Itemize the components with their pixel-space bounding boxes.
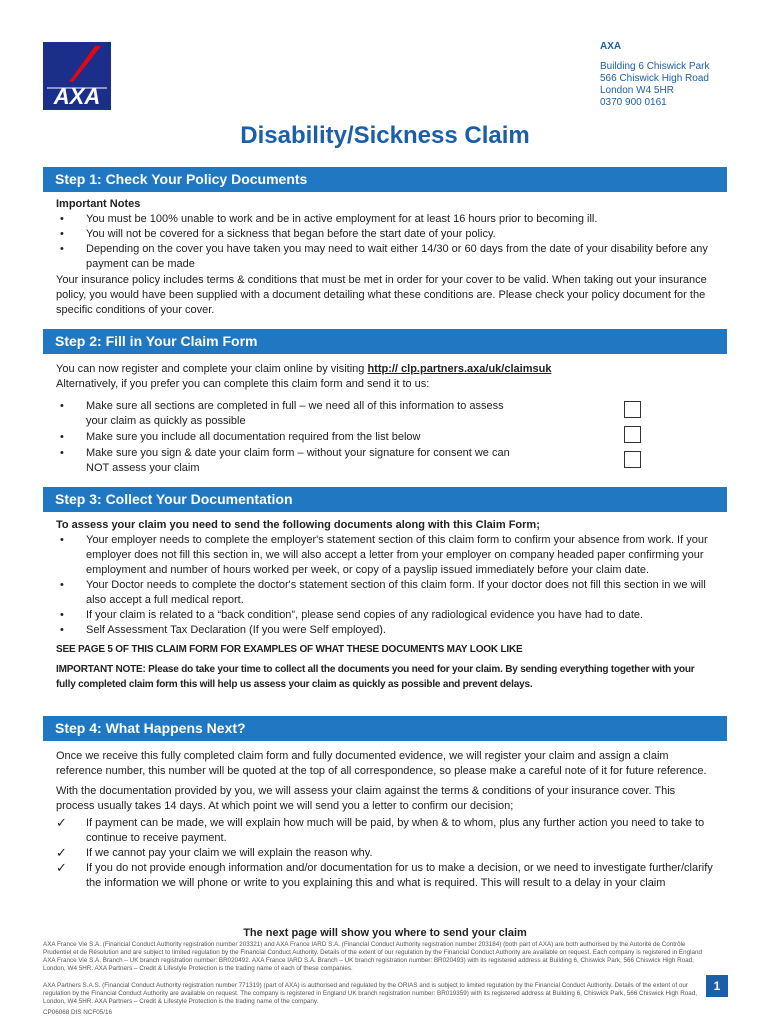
step4-paragraph: Once we receive this fully completed claim form and fully documented evidence, we will register your claim and assign a claim reference number, this number will be quoted at the top of all correspondence, so please make a careful note of it for future reference. <box>56 750 707 777</box>
phone-number: 0370 900 0161 <box>600 97 667 108</box>
important-note: IMPORTANT NOTE: Please do take your time to collect all the documents you need for your claim. By sending everything together with your fully completed claim form this will help us assess your claim as quickly as possible and prevent delays. <box>56 664 695 690</box>
step3-heading: Step 3: Collect Your Documentation <box>43 487 727 512</box>
important-notes-title: Important Notes <box>56 198 141 210</box>
check-item: ✓ If you do not provide enough information and/or documentation for us to make a decision, or we need to investigate further/clarify the information we will phone or write to you explaining this and what is required. This will result to a delay in your claim <box>56 861 716 891</box>
step2-intro <box>56 362 716 392</box>
decision-check-list <box>56 816 716 891</box>
address-line: London W4 5HR <box>600 85 674 96</box>
step4-paragraph: With the documentation provided by you, we will assess your claim against the terms & conditions of your insurance cover. This process usually takes 14 days. At which point we will send you a letter to confirm our decision; <box>56 785 676 812</box>
step3-bullet-list <box>56 533 716 638</box>
see-page-note: SEE PAGE 5 OF THIS CLAIM FORM FOR EXAMPLES OF WHAT THESE DOCUMENTS MAY LOOK LIKE <box>56 644 523 655</box>
address-line: 566 Chiswick High Road <box>600 73 709 84</box>
step1-paragraph: Your insurance policy includes terms & conditions that must be met in order for your cover to be valid. When taking out your insurance policy, you would have been supplied with a document detailing what these conditions are. Please check your policy document for the specific conditions of your cover. <box>56 274 707 316</box>
address-line: Building 6 Chiswick Park <box>600 61 710 72</box>
axa-logo <box>43 42 111 110</box>
list-item: • Make sure you include all documentation required from the list below <box>56 430 526 445</box>
alternative-intro-text: Alternatively, if you prefer you can complete this claim form and send it to us: <box>56 378 430 390</box>
page-number: 1 <box>706 975 728 997</box>
logo-text: AXA <box>53 84 101 109</box>
check-item: ✓ If payment can be made, we will explain how much will be paid, by when & to whom, plus any further action you need to take to continue to receive payment. <box>56 816 716 846</box>
step4-heading: Step 4: What Happens Next? <box>43 716 727 741</box>
step1-heading: Step 1: Check Your Policy Documents <box>43 167 727 192</box>
footer-legal-text: AXA France Vie S.A. (Financial Conduct Authority registration number 203321) and AXA France IARD S.A. (Financial Conduct Authority registration number 203184) (both part of AXA) are both authorised by the Autorité de Contrôle Prudentiel et de Résolution and are subject to limited regulation by the Financial Conduct Authority. Details of the extent of our regulation by the Financial Conduct Authority are available on request. Each company is registered in England AXA France Vie S.A. Branch – UK branch registration number: BR020492. AXA France IARD S.A. Branch – UK branch registration number: BR020493) with its registered address at Building 6, Chiswick Park, 566 Chiswick High Road, London, W4 5HR. AXA Partners – Credit & Lifestyle Protection is the trading name of each of these companies. <box>43 941 702 972</box>
next-page-notice: The next page will show you where to send your claim <box>243 927 527 939</box>
checkbox-documents-included[interactable] <box>624 426 641 443</box>
page-title: Disability/Sickness Claim <box>240 122 530 149</box>
company-address <box>600 41 710 109</box>
list-item: • You will not be covered for a sickness that began before the start date of your policy. <box>56 227 716 242</box>
list-item: • Depending on the cover you have taken you may need to wait either 14/30 or 60 days from the date of your disability before any payment can be made <box>56 242 716 272</box>
axa-logo-graphic <box>43 42 111 110</box>
step3-content <box>56 518 716 692</box>
list-item: • Make sure you sign & date your claim form – without your signature for consent we can NOT assess your claim <box>56 446 526 476</box>
step2-bullet-list <box>56 399 526 476</box>
step2-heading: Step 2: Fill in Your Claim Form <box>43 329 727 354</box>
list-item: • Self Assessment Tax Declaration (If you were Self employed). <box>56 623 716 638</box>
list-item: • If your claim is related to a “back condition”, please send copies of any radiological evidence you have had to date. <box>56 608 716 623</box>
online-intro-text: You can now register and complete your claim online by visiting <box>56 363 368 375</box>
step4-content <box>56 749 716 891</box>
list-item: • You must be 100% unable to work and be in active employment for at least 16 hours prior to becoming ill. <box>56 212 716 227</box>
footer-legal-text: AXA Partners S.A.S. (Financial Conduct Authority registration number 771319) (part of AXA) is authorised and regulated by the ORIAS and is subject to limited regulation by the Financial Conduct Authority. Details of the extent of our regulation by the Financial Conduct Authority are available on request. The company is registered in England UK branch registration number: BR019359) with its registered address at Building 6, Chiswick Park, 566 Chiswick High Road, London, W4 5HR. AXA Partners – Credit & Lifestyle Protection is the trading name of the company. <box>43 982 698 1005</box>
list-item: • Your employer needs to complete the employer's statement section of this claim form to confirm your absence from work. If your employer does not fill this section in, we will also accept a letter from your employer on company headed paper confirming your employment and number of hours worked per week, or copy of a payslip issued immediately before your claim date. <box>56 533 716 578</box>
step3-lead: To assess your claim you need to send the following documents along with this Claim Form; <box>56 519 540 531</box>
list-item: • Your Doctor needs to complete the doctor's statement section of this claim form. If your doctor does not fill this section in we will also accept a full medical report. <box>56 578 716 608</box>
checkbox-sections-complete[interactable] <box>624 401 641 418</box>
step1-bullet-list <box>56 212 716 272</box>
form-code: CP06068 DIS NCF05/16 <box>43 1009 112 1016</box>
company-name: AXA <box>600 41 622 52</box>
list-item: • Make sure all sections are completed in full – we need all of this information to assess your claim as quickly as possible <box>56 399 526 429</box>
check-item: ✓ If we cannot pay your claim we will explain the reason why. <box>56 846 716 861</box>
checkbox-signed-dated[interactable] <box>624 451 641 468</box>
step1-content <box>56 197 716 318</box>
claims-online-link[interactable]: http:// clp.partners.axa/uk/claimsuk <box>367 363 552 375</box>
